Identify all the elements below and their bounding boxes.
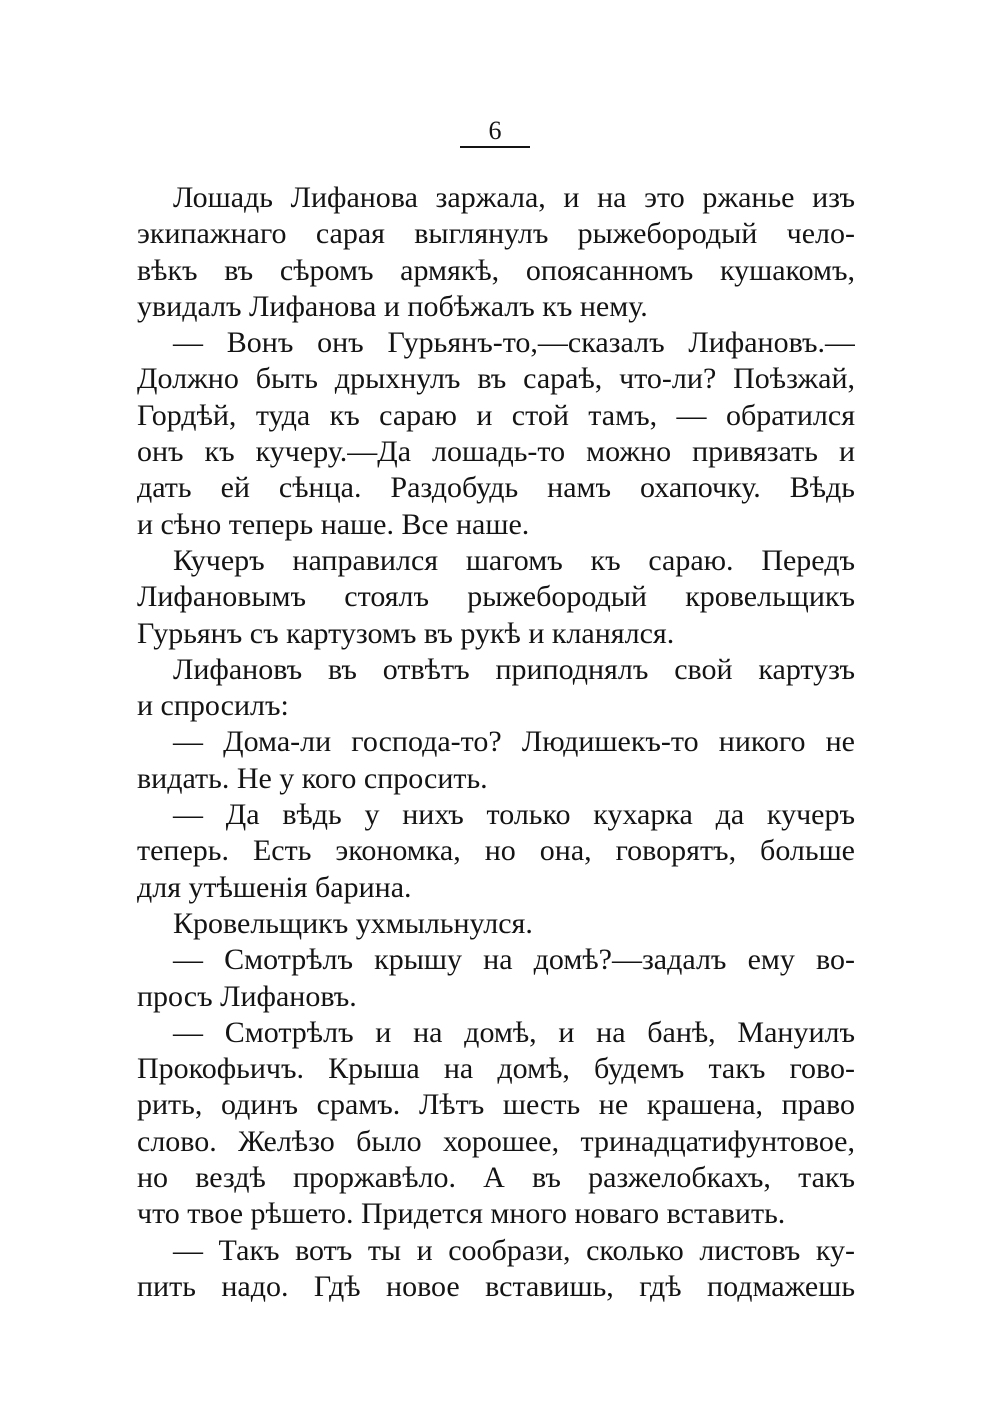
text-line: слово. Желѣзо было хорошее, тринадцатифунтовое,	[137, 1124, 855, 1158]
body-text	[137, 180, 855, 1305]
text-line: — Смотрѣлъ крышу на домѣ?—задалъ ему во-	[173, 943, 855, 977]
text-line: но вездѣ проржавѣло. А въ разжелобкахъ, такъ	[137, 1161, 855, 1195]
text-line: Лифановъ въ отвѣтъ приподнялъ свой картузъ	[173, 652, 855, 686]
text-line: дать ей сѣнца. Раздобудь намъ охапочку. Вѣдь	[137, 471, 855, 505]
text-line: теперь. Есть экономка, но она, говорятъ, больше	[137, 834, 855, 868]
text-line: — Вонъ онъ Гурьянъ-то,—сказалъ Лифановъ.—	[173, 326, 855, 360]
text-line: Должно быть дрыхнулъ въ сараѣ, что-ли? Поѣзжай,	[137, 362, 855, 396]
text-line: — Смотрѣлъ и на домѣ, и на банѣ, Мануилъ	[173, 1015, 855, 1049]
text-line: Кучеръ направился шагомъ къ сараю. Передъ	[173, 543, 855, 577]
text-line: Кровельщикъ ухмыльнулся.	[173, 906, 533, 940]
text-line: Гурьянъ съ картузомъ въ рукѣ и кланялся.	[137, 616, 675, 650]
text-line: экипажнаго сарая выглянулъ рыжебородый чело-	[137, 217, 855, 251]
text-line: и спросилъ:	[137, 689, 289, 723]
text-line: для утѣшенія барина.	[137, 870, 412, 904]
text-line: — Дома-ли господа-то? Людишекъ-то никого не	[173, 725, 855, 759]
text-line: пить надо. Гдѣ новое вставишь, гдѣ подмажешь	[137, 1269, 855, 1303]
text-line: — Да вѣдь у нихъ только кухарка да кучеръ	[173, 798, 855, 832]
text-line: онъ къ кучеру.—Да лошадь-то можно привязать и	[137, 435, 855, 469]
text-line: Прокофьичъ. Крыша на домѣ, будемъ такъ гово-	[137, 1052, 855, 1086]
text-line: что твое рѣшето. Придется много новаго вставить.	[137, 1197, 786, 1231]
page-number: 6	[488, 116, 502, 145]
page-number-rule	[460, 146, 530, 148]
text-line: Лошадь Лифанова заржала, и на это ржанье изъ	[173, 181, 855, 214]
text-line: и сѣно теперь наше. Все наше.	[137, 507, 530, 541]
text-line: вѣкъ въ сѣромъ армякѣ, опоясанномъ кушакомъ,	[137, 253, 855, 287]
text-line: просъ Лифановъ.	[137, 979, 357, 1013]
text-line: увидалъ Лифанова и побѣжалъ къ нему.	[137, 289, 648, 323]
text-line: Лифановымъ стоялъ рыжебородый кровельщикъ	[137, 580, 855, 614]
text-line: видать. Не у кого спросить.	[137, 761, 488, 795]
text-line: — Такъ вотъ ты и сообрази, сколько листовъ ку-	[173, 1233, 855, 1267]
text-line: рить, одинъ срамъ. Лѣтъ шесть не крашена, право	[137, 1088, 855, 1122]
text-line: Гордѣй, туда къ сараю и стой тамъ, — обратился	[137, 398, 855, 432]
